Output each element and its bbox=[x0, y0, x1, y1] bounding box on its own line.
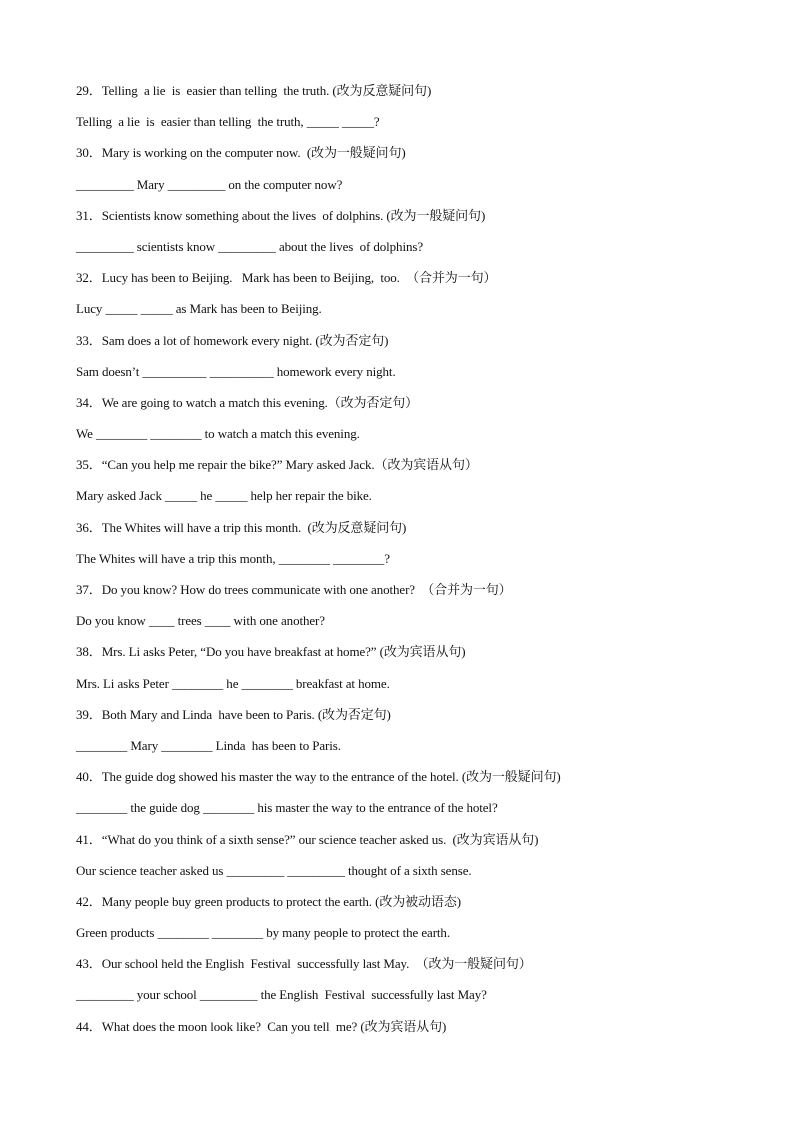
answer-31: _________ scientists know _________ about the lives of dolphins? bbox=[76, 238, 424, 254]
answer-40: ________ the guide dog ________ his master the way to the entrance of the hotel? bbox=[76, 800, 498, 816]
answer-41: Our science teacher asked us _________ _________ thought of a sixth sense. bbox=[76, 862, 472, 878]
question-42: 42．Many people buy green products to protect the earth. (改为被动语态) bbox=[76, 893, 461, 909]
question-36: 36．The Whites will have a trip this month. (改为反意疑问句) bbox=[76, 519, 407, 535]
answer-42: Green products ________ ________ by many people to protect the earth. bbox=[76, 925, 450, 941]
question-37: 37．Do you know? How do trees communicate with one another? （合并为一句） bbox=[76, 582, 512, 597]
answer-37: Do you know ____ trees ____ with one another? bbox=[76, 613, 325, 629]
exercise-list bbox=[76, 80, 736, 1047]
answer-32: Lucy _____ _____ as Mark has been to Beijing. bbox=[76, 301, 322, 317]
question-44: 44．What does the moon look like? Can you tell me? (改为宾语从句) bbox=[76, 1018, 447, 1034]
question-29: 29．Telling a lie is easier than telling the truth. (改为反意疑问句) bbox=[76, 83, 432, 98]
question-32: 32．Lucy has been to Beijing. Mark has been to Beijing, too. （合并为一句） bbox=[76, 270, 497, 286]
question-40: 40．The guide dog showed his master the way to the entrance of the hotel. (改为一般疑问句) bbox=[76, 769, 561, 785]
answer-43: _________ your school _________ the English Festival successfully last May? bbox=[76, 987, 487, 1003]
answer-34: We ________ ________ to watch a match this evening. bbox=[76, 426, 360, 442]
question-31: 31．Scientists know something about the lives of dolphins. (改为一般疑问句) bbox=[76, 207, 486, 223]
question-30: 30．Mary is working on the computer now. (改为一般疑问句) bbox=[76, 145, 406, 161]
question-33: 33．Sam does a lot of homework every night. (改为否定句) bbox=[76, 332, 389, 348]
answer-39: ________ Mary ________ Linda has been to Paris. bbox=[76, 737, 341, 753]
question-43: 43．Our school held the English Festival successfully last May. （改为一般疑问句） bbox=[76, 956, 532, 972]
answer-35: Mary asked Jack _____ he _____ help her repair the bike. bbox=[76, 488, 372, 504]
question-35: 35．“Can you help me repair the bike?” Mary asked Jack.（改为宾语从句） bbox=[76, 457, 478, 473]
answer-33: Sam doesn’t __________ __________ homework every night. bbox=[76, 363, 396, 379]
question-39: 39．Both Mary and Linda have been to Paris. (改为否定句) bbox=[76, 706, 391, 722]
answer-30: _________ Mary _________ on the computer now? bbox=[76, 176, 343, 192]
answer-36: The Whites will have a trip this month, ________ ________? bbox=[76, 550, 390, 566]
answer-38: Mrs. Li asks Peter ________ he ________ breakfast at home. bbox=[76, 675, 390, 691]
answer-29: Telling a lie is easier than telling the truth, _____ _____? bbox=[76, 114, 380, 130]
question-34: 34．We are going to watch a match this evening.（改为否定句） bbox=[76, 394, 419, 410]
question-38: 38．Mrs. Li asks Peter, “Do you have breakfast at home?” (改为宾语从句) bbox=[76, 644, 466, 660]
question-41: 41．“What do you think of a sixth sense?” our science teacher asked us. (改为宾语从句) bbox=[76, 831, 539, 847]
